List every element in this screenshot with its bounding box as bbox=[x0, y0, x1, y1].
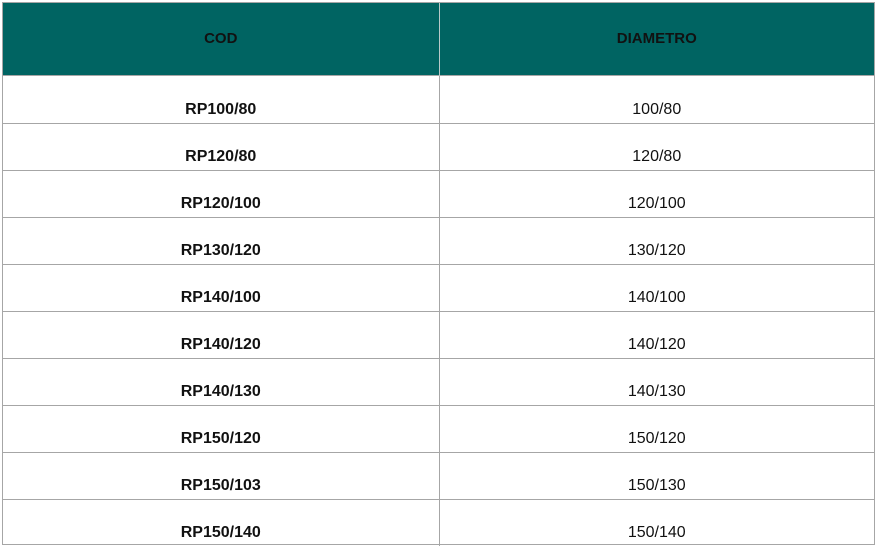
table-body bbox=[3, 75, 874, 546]
cell-cod: RP140/130 bbox=[3, 358, 439, 405]
table-row bbox=[3, 358, 874, 405]
table-row bbox=[3, 217, 874, 264]
cell-cod: RP130/120 bbox=[3, 217, 439, 264]
cell-cod: RP140/100 bbox=[3, 264, 439, 311]
table-row bbox=[3, 123, 874, 170]
cell-cod: RP150/120 bbox=[3, 405, 439, 452]
cell-cod: RP150/103 bbox=[3, 452, 439, 499]
table-row bbox=[3, 75, 874, 123]
cell-cod: RP100/80 bbox=[3, 75, 439, 123]
table-row bbox=[3, 499, 874, 546]
cell-diametro: 150/140 bbox=[439, 499, 874, 546]
product-table-container bbox=[2, 2, 875, 545]
cell-cod: RP140/120 bbox=[3, 311, 439, 358]
cell-cod: RP120/80 bbox=[3, 123, 439, 170]
cell-diametro: 140/120 bbox=[439, 311, 874, 358]
cell-diametro: 150/130 bbox=[439, 452, 874, 499]
table-row bbox=[3, 405, 874, 452]
table-row bbox=[3, 170, 874, 217]
table-row bbox=[3, 264, 874, 311]
cell-diametro: 120/100 bbox=[439, 170, 874, 217]
cell-diametro: 100/80 bbox=[439, 75, 874, 123]
product-table bbox=[3, 3, 874, 546]
cell-diametro: 120/80 bbox=[439, 123, 874, 170]
cell-diametro: 150/120 bbox=[439, 405, 874, 452]
cell-cod: RP120/100 bbox=[3, 170, 439, 217]
cell-diametro: 140/130 bbox=[439, 358, 874, 405]
cell-cod: RP150/140 bbox=[3, 499, 439, 546]
header-row bbox=[3, 3, 874, 75]
table-row bbox=[3, 452, 874, 499]
table-row bbox=[3, 311, 874, 358]
table-header bbox=[3, 3, 874, 75]
header-diametro: DIAMETRO bbox=[439, 3, 874, 75]
cell-diametro: 140/100 bbox=[439, 264, 874, 311]
header-cod: COD bbox=[3, 3, 439, 75]
cell-diametro: 130/120 bbox=[439, 217, 874, 264]
